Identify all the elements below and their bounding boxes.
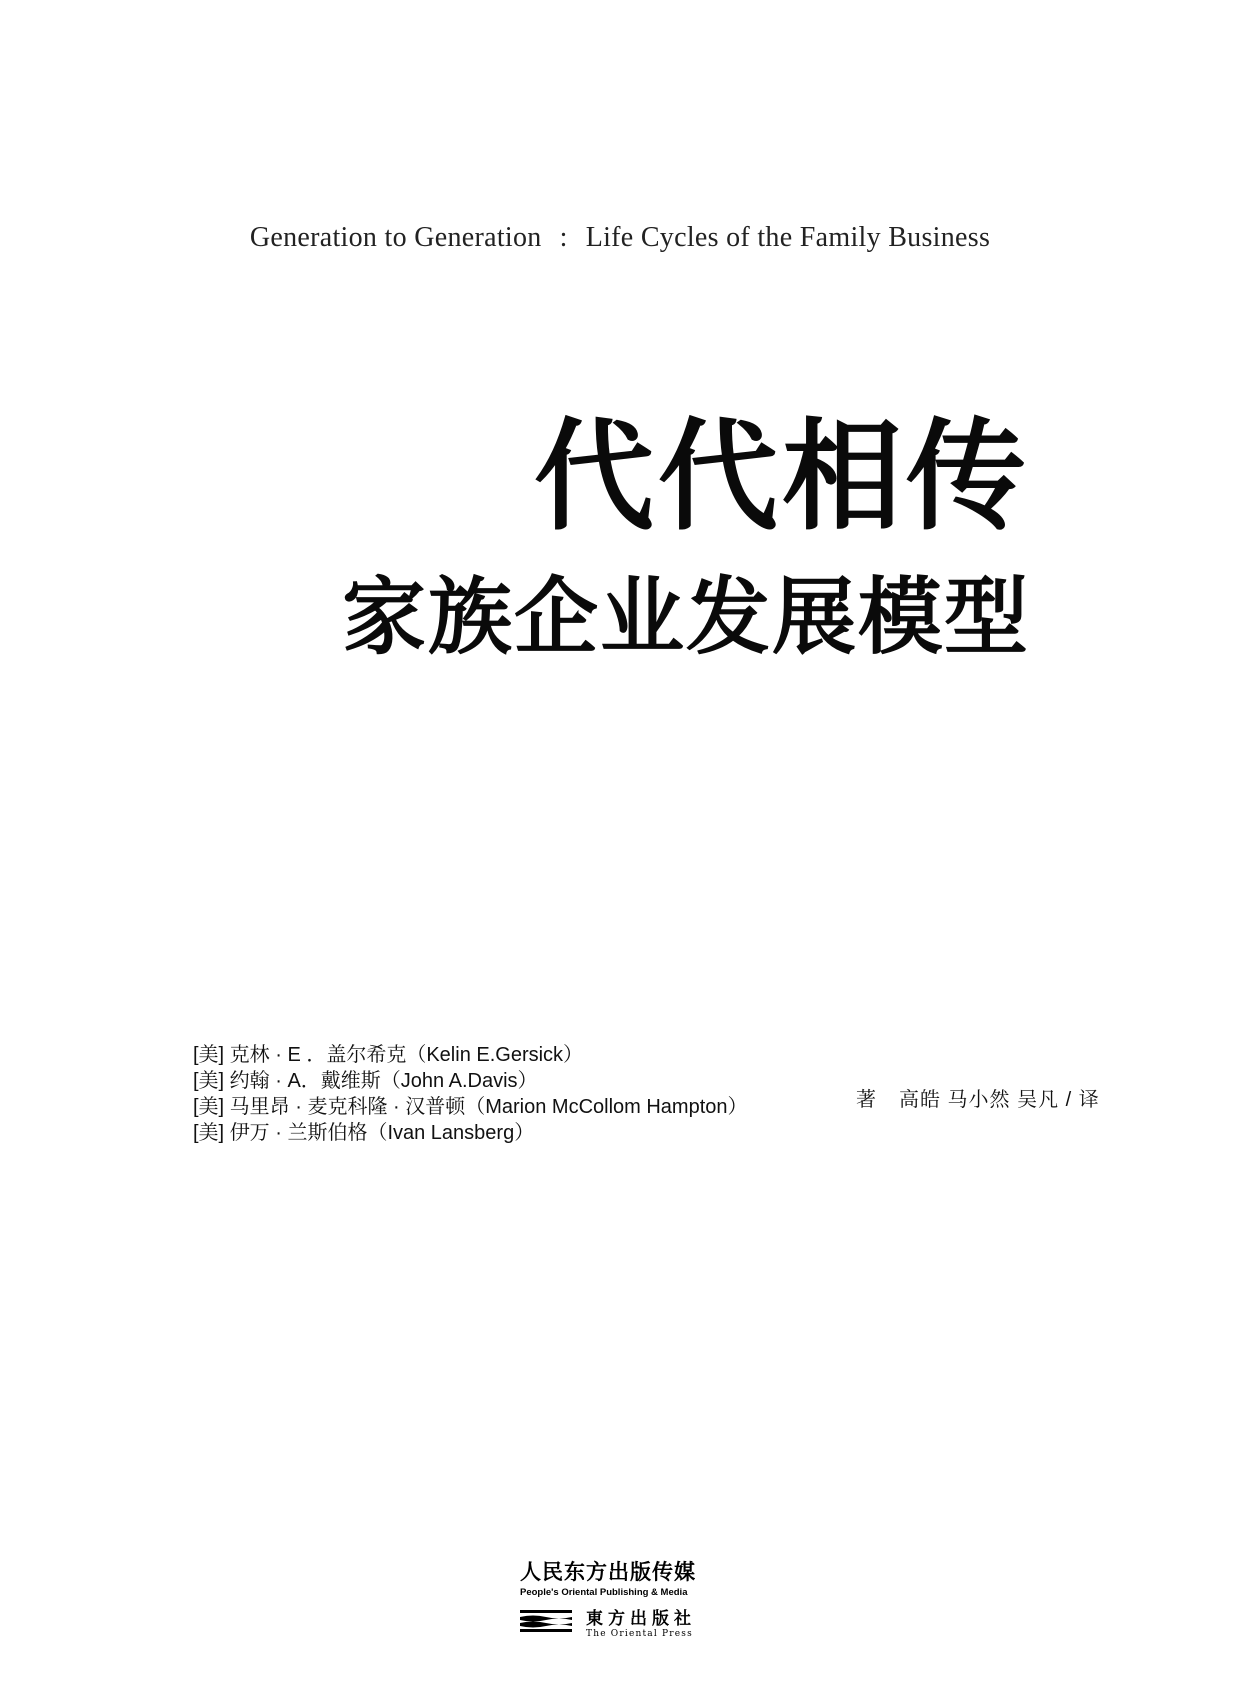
- author-line: [美] 克林 · E ．盖尔希克（Kelin E.Gersick）: [193, 1044, 584, 1066]
- publisher-name-cn: 人民东方出版传媒: [520, 1561, 696, 1584]
- chinese-subtitle: 家族企业发展模型: [341, 568, 1030, 666]
- english-title: [0, 222, 1240, 254]
- imprint-row: [520, 1604, 730, 1639]
- imprint-name-en: The Oriental Press: [586, 1629, 693, 1639]
- publisher-name-en: People's Oriental Publishing & Media: [520, 1587, 688, 1598]
- author-list: [193, 1042, 748, 1146]
- chinese-title: 代代相传: [534, 408, 1030, 547]
- translator-credit: [856, 1083, 1100, 1112]
- author-line: [美] 伊万 · 兰斯伯格（Ivan Lansberg）: [193, 1122, 535, 1144]
- publisher-block: [520, 1556, 730, 1639]
- author-role-label: 著: [856, 1089, 877, 1111]
- oriental-press-wave-logo-icon: [520, 1609, 572, 1635]
- imprint-name-cn: 東方出版社: [586, 1609, 696, 1629]
- translator-names: 高皓 马小然 吴凡 / 译: [899, 1089, 1100, 1111]
- author-line: [美] 马里昂 · 麦克科隆 · 汉普顿（Marion McCollom Hampton）: [193, 1096, 748, 1118]
- english-title-part2: Life Cycles of the Family Business: [585, 222, 991, 253]
- imprint-text: [586, 1604, 696, 1639]
- english-title-part1: Generation to Generation: [249, 222, 542, 253]
- author-line: [美] 约翰 · A．戴维斯（John A.Davis）: [193, 1070, 538, 1092]
- english-title-separator: :: [559, 222, 568, 253]
